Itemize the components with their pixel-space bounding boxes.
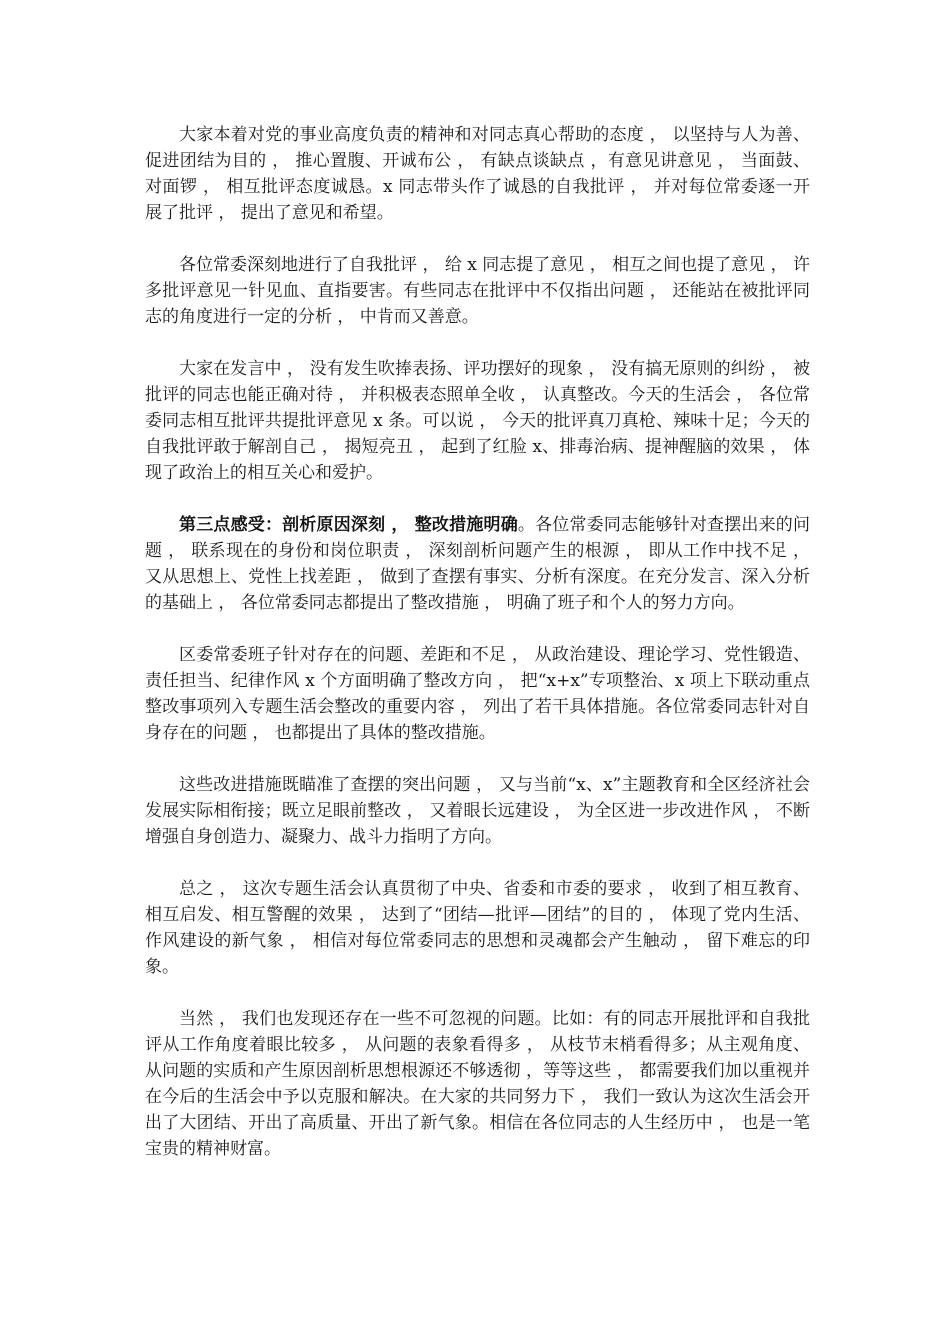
paragraph-5 (145, 642, 810, 746)
paragraph-2-text: 各位常委深刻地进行了自我批评 ， 给 x 同志提了意见 ， 相互之间也提了意见 ， 许多批评意见一针见血、直指要害。有些同志在批评中不仅指出问题 ， 还能站在被批评同志的角度进行一定的分析 ， 中肯而又善意。 (145, 255, 810, 327)
paragraph-6 (145, 772, 810, 850)
paragraph-8-text: 当然 ， 我们也发现还存在一些不可忽视的问题。比如：有的同志开展批评和自我批评从工作角度着眼比较多 ， 从问题的表象看得多 ， 从枝节末梢看得多；从主观角度、从问题的实质和产生原因剖析思想根源还不够透彻 ，等等这些 ， 都需要我们加以重视并在今后的生活会中予以克服和解决。在大家的共同努力下 ， 我们一致认为这次生活会开出了大团结、开出了高质量、开出了新气象。相信在各位同志的人生经历中 ， 也是一笔宝贵的精神财富。 (145, 1009, 810, 1159)
paragraph-8 (145, 1006, 810, 1162)
paragraph-2 (145, 252, 810, 330)
paragraph-4-text: 。各位常委同志能够针对查摆出来的问题 ， 联系现在的身份和岗位职责 ， 深刻剖析问题产生的根源 ， 即从工作中找不足 ， 又从思想上、党性上找差距 ， 做到了查摆有事实、分析有深度。在充分发言、深入分析的基础上 ， 各位常委同志都提出了整改措施 ， 明确了班子和个人的努力方向。 (145, 515, 811, 613)
paragraph-1-text: 大家本着对党的事业高度负责的精神和对同志真心帮助的态度 ， 以坚持与人为善、促进团结为目的 ， 推心置腹、开诚布公 ， 有缺点谈缺点 ，有意见讲意见 ， 当面鼓、对面锣 ， 相互批评态度诚恳。x 同志带头作了诚恳的自我批评 ， 并对每位常委逐一开展了批评 ， 提出了意见和希望。 (145, 125, 810, 223)
paragraph-4 (145, 512, 810, 616)
paragraph-6-text: 这些改进措施既瞄准了查摆的突出问题 ， 又与当前“x、x”主题教育和全区经济社会发展实际相衔接；既立足眼前整改 ， 又着眼长远建设 ， 为全区进一步改进作风 ， 不断增强自身创造力、凝聚力、战斗力指明了方向。 (145, 775, 810, 847)
paragraph-7-text: 总之 ， 这次专题生活会认真贯彻了中央、省委和市委的要求 ， 收到了相互教育、相互启发、相互警醒的效果 ， 达到了“团结—批评—团结”的目的 ， 体现了党内生活、作风建设的新气象 ， 相信对每位常委同志的思想和灵魂都会产生触动 ， 留下难忘的印象。 (145, 879, 810, 977)
paragraph-1 (145, 122, 810, 226)
paragraph-7 (145, 876, 810, 980)
paragraph-3-text: 大家在发言中 ， 没有发生吹捧表扬、评功摆好的现象 ， 没有搞无原则的纠纷 ， 被批评的同志也能正确对待 ， 并积极表态照单全收 ， 认真整改。今天的生活会 ， 各位常委同志相互批评共提批评意见 x 条。可以说 ， 今天的批评真刀真枪、辣味十足；今天的自我批评敢于解剖自己 ， 揭短亮丑 ， 起到了红脸 x、排毒治病、提神醒脑的效果 ， 体现了政治上的相互关心和爱护。 (145, 359, 810, 483)
paragraph-5-text: 区委常委班子针对存在的问题、差距和不足 ， 从政治建设、理论学习、党性锻造、责任担当、纪律作风 x 个方面明确了整改方向 ， 把“x+x”专项整治、x 项上下联动重点整改事项列入专题生活会整改的重要内容 ， 列出了若干具体措施。各位常委同志针对自身存在的问题 ， 也都提出了具体的整改措施。 (145, 645, 810, 743)
paragraph-4-bold-heading: 第三点感受：剖析原因深刻 ， 整改措施明确 (179, 515, 518, 535)
paragraph-3 (145, 356, 810, 486)
document-body (145, 122, 810, 1188)
